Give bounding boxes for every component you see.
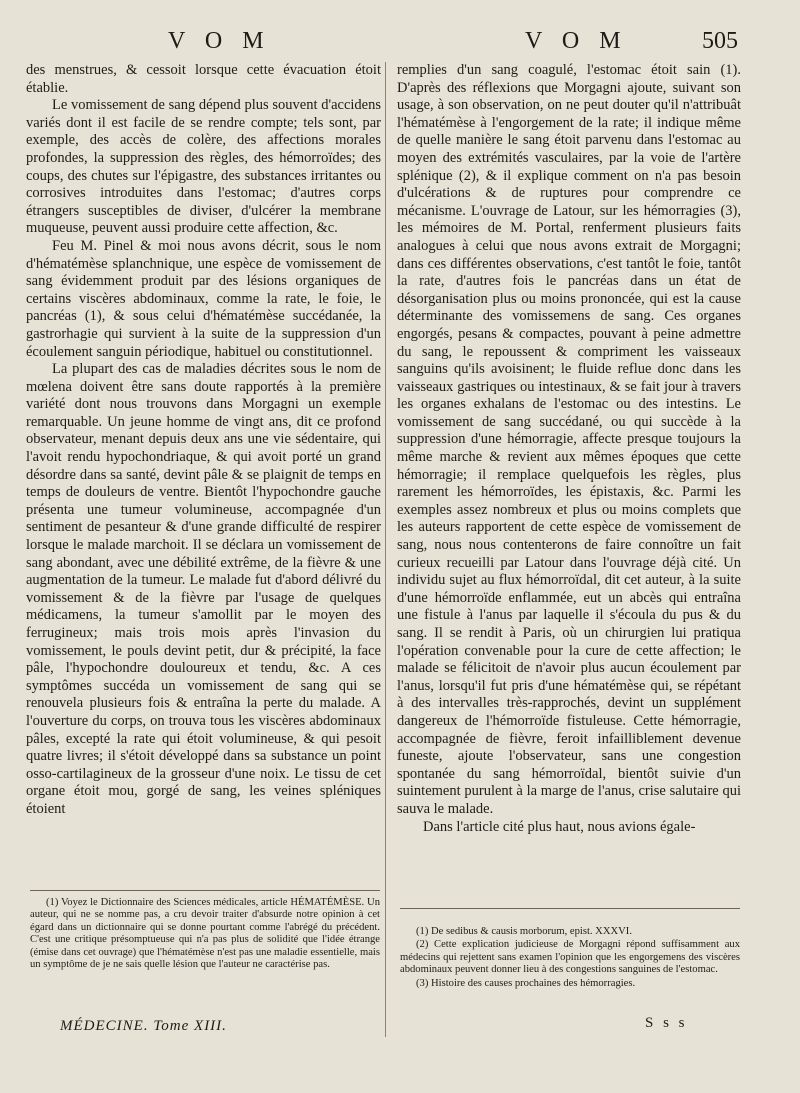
column-divider [385, 62, 386, 1037]
left-column [26, 62, 381, 819]
right-column [397, 62, 741, 836]
footnote-separator [30, 890, 380, 891]
header-left-word: V O M [168, 28, 271, 54]
paragraph: Feu M. Pinel & moi nous avons décrit, sous le nom d'hématémèse splanchnique, une espèce de vomissement de sang évidemment produit par des lésions organiques de certains viscères abdominaux, comme la rate, le foie, le pancréas (1), & sous celui d'hématémèse succédanée, la gastrorhagie qui survient à la suite de la suppression d'un écoulement sanguin périodique, habituel ou constitutionnel. [26, 237, 381, 360]
paragraph: Le vomissement de sang dépend plus souvent d'accidens variés dont il est facile de se rendre compte; tels sont, par exemple, des accès de colère, des affections morales profondes, la suppression des règles, des hémorroïdes; des coups, des chutes sur l'épigastre, des substances irritantes ou corrosives introduites dans l'estomac; d'autres corps étrangers susceptibles de diviser, d'ulcérer la membrane muqueuse, peuvent aussi produire cette affection, &c. [26, 97, 381, 237]
paragraph: remplies d'un sang coagulé, l'estomac étoit sain (1). D'après des réflexions que Morgagni ajoute, suivant son usage, à son observation, on ne peut douter qu'il n'attribuât l'hématémèse à l'engorgement de la rate; il indique même de quelle manière le sang étoit parvenu dans l'estomac au moyen des extrémités vasculaires, par la voie de l'artère splénique (2), & il explique comment on n'a pas besoin d'ulcérations & de ruptures pour comprendre ce mécanisme. L'ouvrage de Latour, sur les hémorragies (3), les mémoires de M. Portal, renferment plusieurs faits analogues à celui que nous avons extrait de Morgagni; dans ces différentes observations, c'est tantôt le foie, tantôt la rate, d'autres fois le pancréas dans un état de désorganisation plus ou moins prononcée, qui est la cause déterminante des vomissemens de sang. Ces organes engorgés, pesans & compactes, pouvant à peine admettre du sang, le repoussent & compriment les vaisseaux sanguins qu'ils avoisinent; le fluide reflue donc dans les vaisseaux gastriques ou intestinaux, & se fait jour à travers les organes exhalans de l'estomac ou des intestins. Le vomissement de sang succédané, ou qui succède à la suppression d'une hémorragie, affecte presque toujours la même marche & revient aux mêmes époques que cette hémorragie; il remplace quelquefois les règles, plus rarement les hémorroïdes, les épistaxis, &c. Parmi les exemples assez nombreux et plus ou moins complets que les auteurs rapportent de cette espèce de vomissement de sang, nous nous contenterons de faire connoître un fait curieux recueilli par Latour dans l'ouvrage déjà cité. Un individu sujet au flux hémorroïdal, dit cet auteur, à la suite d'une hémorroïde enflammée, eut un abcès qui entraîna une fistule à l'anus par laquelle il s'écoula du pus & du sang. Il se rendit à Paris, où un chirurgien lui pratiqua l'opération convenable pour la cure de cette affection; le malade se félicitoit de n'avoir plus aucun écoulement par l'anus, lorsqu'il fut pris d'une hématémèse qui, se répétant à des intervalles très-rapprochés, devint un supplément dangereux de l'hémorroïde fistuleuse. Cette hémorragie, accompagnée de fièvre, feroit infailliblement devenue funeste, ajoute l'observateur, sans une congestion spontanée du sang hémorroïdal, bientôt suivie d'un suintement purulent à la marge de l'anus, crise salutaire qui sauva le malade. [397, 62, 741, 817]
paragraph: La plupart des cas de maladies décrites sous le nom de mœlena doivent être sans doute rapportés à la première variété dont nous trouvons dans Morgagni un exemple remarquable. Un jeune homme de vingt ans, dit ce profond observateur, menant depuis deux ans une vie sédentaire, qui l'avoit rendu hypochondriaque, & qui avoit porté un grand désordre dans sa santé, devint pâle & se plaignit de temps en temps de douleurs de ventre. Bientôt l'hypochondre gauche présenta une tumeur volumineuse, accompagnée d'un sentiment de pesanteur & d'une grande difficulté de respirer lorsque le malade marchoit. Il se déclara un vomissement de sang abondant, avec une débilité extrême, de la fièvre & une augmentation de la tumeur. Le malade fut d'abord délivré du vomissement & de la fièvre par l'usage de quelques médicamens, la tumeur s'amollit par le moyen des ferrugineux; mais trois mois après l'invasion du vomissement, le pouls devint petit, dur & précipité, la face pâle, l'hypochondre douloureux et tendu, &c. A ces symptômes succéda un vomissement de sang qui se renouvela plusieurs fois & entraîna la perte du malade. A l'ouverture du corps, on trouva tous les viscères abdominaux pâles, excepté la rate qui étoit volumineuse, & qui pesoit quatre livres; il s'étoit développé dans sa substance un point osso-cartilagineux de la grosseur d'une noix. Le tissu de cet organe étoit mou, gorgé de sang, les veines spléniques étoient [26, 361, 381, 817]
footnote: (1) Voyez le Dictionnaire des Sciences médicales, article HÉMATÉMÈSE. Un auteur, qui ne se nomme pas, a cru devoir traiter d'absurde notre opinion à cet égard dans un dictionnaire qui se donne pourtant comme l'abrégé du précédent. C'est une critique présomptueuse qui n'a pas plus de solidité que l'idée étrange (émise dans cet ouvrage) que l'hématémèse n'est pas une maladie essentielle, mais un symptôme de je ne sais quelle lésion que l'auteur ne caractérise pas. [30, 897, 380, 971]
page-number: 505 [702, 28, 738, 54]
paragraph: Dans l'article cité plus haut, nous avions égale- [423, 818, 696, 835]
footnote: (3) Histoire des causes prochaines des hémorragies. [416, 977, 636, 989]
left-footnotes [30, 897, 380, 972]
volume-footer: MÉDECINE. Tome XIII. [60, 1018, 227, 1034]
signature-mark: S s s [645, 1015, 688, 1031]
footnote-separator [400, 908, 740, 909]
running-header [0, 28, 800, 60]
header-right-word: V O M [525, 28, 628, 54]
right-footnotes [400, 926, 740, 991]
footnote: (1) De sedibus & causis morborum, epist. XXXVI. [416, 926, 632, 937]
footnote: (2) Cette explication judicieuse de Morgagni répond suffisamment aux médecins qui rejettent sans examen l'opinion que les engorgemens des viscères abdominaux peuvent donner lieu à des congestions sanguines de l'estomac. [400, 939, 740, 976]
paragraph: des menstrues, & cessoit lorsque cette évacuation étoit établie. [26, 62, 381, 96]
